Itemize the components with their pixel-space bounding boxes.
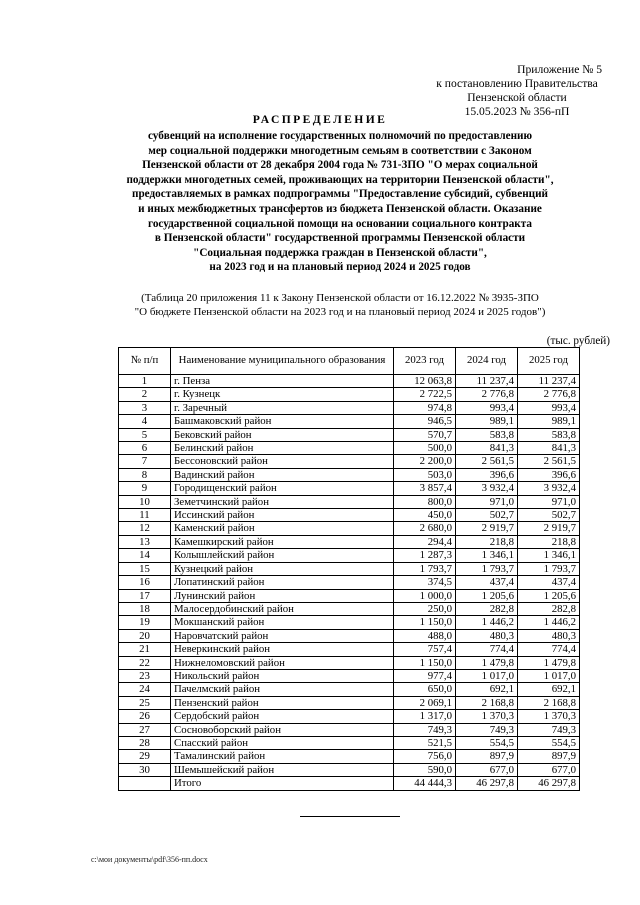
table-row: [119, 455, 580, 468]
row-number: 5: [119, 428, 171, 441]
value-2025: 1 205,6: [518, 589, 580, 602]
row-number: 7: [119, 455, 171, 468]
value-2023: 977,4: [394, 669, 456, 682]
value-2023: 2 680,0: [394, 522, 456, 535]
row-number: 28: [119, 736, 171, 749]
row-number: 17: [119, 589, 171, 602]
value-2025: 692,1: [518, 683, 580, 696]
value-2025: 841,3: [518, 442, 580, 455]
value-2024: 480,3: [456, 629, 518, 642]
value-2024: 1 370,3: [456, 710, 518, 723]
table-row: [119, 643, 580, 656]
value-2025: 897,9: [518, 750, 580, 763]
value-2025: 554,5: [518, 736, 580, 749]
municipality-name: Лопатинский район: [171, 576, 394, 589]
value-2024: 11 237,4: [456, 375, 518, 388]
value-2023: 1 150,0: [394, 656, 456, 669]
header-municipality: Наименование муниципального образования: [171, 348, 394, 375]
value-2024: 396,6: [456, 468, 518, 481]
value-2024: 2 168,8: [456, 696, 518, 709]
appendix-header: [410, 63, 624, 119]
value-2024: 583,8: [456, 428, 518, 441]
value-2023: 521,5: [394, 736, 456, 749]
value-2024: 2 776,8: [456, 388, 518, 401]
row-number: 26: [119, 710, 171, 723]
table-row: [119, 509, 580, 522]
row-number: 4: [119, 415, 171, 428]
value-2025: 437,4: [518, 576, 580, 589]
table-row: [119, 549, 580, 562]
value-2023: 450,0: [394, 509, 456, 522]
value-2025: 1 446,2: [518, 616, 580, 629]
value-2024: 1 446,2: [456, 616, 518, 629]
row-number: 25: [119, 696, 171, 709]
table-row: [119, 375, 580, 388]
row-number: 12: [119, 522, 171, 535]
municipality-name: Земетчинский район: [171, 495, 394, 508]
municipality-name: Иссинский район: [171, 509, 394, 522]
subtitle-line: в Пензенской области" государственной программы Пензенской области: [154, 232, 526, 245]
value-2024: 692,1: [456, 683, 518, 696]
value-2025: 749,3: [518, 723, 580, 736]
table-row: [119, 535, 580, 548]
table-row: [119, 629, 580, 642]
municipality-name: Спасский район: [171, 736, 394, 749]
value-2023: 650,0: [394, 683, 456, 696]
value-2025: 993,4: [518, 401, 580, 414]
table-row: [119, 482, 580, 495]
row-number: 15: [119, 562, 171, 575]
value-2024: 774,4: [456, 643, 518, 656]
row-number: 19: [119, 616, 171, 629]
municipality-name: Неверкинский район: [171, 643, 394, 656]
appendix-number: Приложение № 5: [517, 63, 602, 76]
value-2023: 2 069,1: [394, 696, 456, 709]
table-row: [119, 495, 580, 508]
table-row: [119, 415, 580, 428]
value-2024: 993,4: [456, 401, 518, 414]
value-2025: 1 479,8: [518, 656, 580, 669]
municipality-name: Бековский район: [171, 428, 394, 441]
table-row: [119, 576, 580, 589]
value-2024: 3 932,4: [456, 482, 518, 495]
value-2024: 841,3: [456, 442, 518, 455]
value-2025: 989,1: [518, 415, 580, 428]
value-2025: 46 297,8: [518, 777, 580, 790]
subtitle-line: государственной социальной помощи на основании социального контракта: [148, 217, 532, 230]
municipality-name: Тамалинский район: [171, 750, 394, 763]
value-2025: 2 168,8: [518, 696, 580, 709]
municipality-name: Городищенский район: [171, 482, 394, 495]
table-row: [119, 602, 580, 615]
value-2025: 396,6: [518, 468, 580, 481]
source-ref-line: "О бюджете Пензенской области на 2023 год и на плановый период 2024 и 2025 годов"): [134, 305, 546, 318]
table-row: [119, 401, 580, 414]
value-2023: 570,7: [394, 428, 456, 441]
value-2023: 800,0: [394, 495, 456, 508]
municipality-name: Кузнецкий район: [171, 562, 394, 575]
value-2024: 971,0: [456, 495, 518, 508]
value-2023: 374,5: [394, 576, 456, 589]
value-2025: 1 793,7: [518, 562, 580, 575]
distribution-table: [118, 347, 580, 791]
value-2024: 1 479,8: [456, 656, 518, 669]
units-label: (тыс. рублей): [546, 335, 610, 347]
value-2023: 294,4: [394, 535, 456, 548]
municipality-name: Нижнеломовский район: [171, 656, 394, 669]
footer-divider: [300, 816, 400, 817]
value-2023: 1 000,0: [394, 589, 456, 602]
row-number: 22: [119, 656, 171, 669]
value-2024: 1 017,0: [456, 669, 518, 682]
row-number: 30: [119, 763, 171, 776]
subtitle-line: Пензенской области от 28 декабря 2004 года № 731-ЗПО "О мерах социальной: [142, 159, 538, 172]
table-row: [119, 616, 580, 629]
subtitle-line: предоставляемых в рамках подпрограммы "Предоставление субсидий, субвенций: [132, 188, 548, 201]
value-2025: 1 017,0: [518, 669, 580, 682]
value-2023: 1 793,7: [394, 562, 456, 575]
value-2025: 774,4: [518, 643, 580, 656]
value-2023: 488,0: [394, 629, 456, 642]
value-2023: 44 444,3: [394, 777, 456, 790]
row-number: 21: [119, 643, 171, 656]
value-2025: 11 237,4: [518, 375, 580, 388]
table-row: [119, 723, 580, 736]
table-header-row: [119, 348, 580, 375]
municipality-name: Малосердобинский район: [171, 602, 394, 615]
appendix-region: Пензенской области: [467, 91, 567, 105]
table-row: [119, 522, 580, 535]
table-row: [119, 562, 580, 575]
table-row: [119, 710, 580, 723]
value-2023: 749,3: [394, 723, 456, 736]
row-number: 27: [119, 723, 171, 736]
header-number: № п/п: [119, 348, 171, 375]
subtitle-line: и иных межбюджетных трансфертов из бюджета Пензенской области. Оказание: [138, 202, 542, 215]
value-2023: 2 722,5: [394, 388, 456, 401]
municipality-name: Колышлейский район: [171, 549, 394, 562]
row-number: [119, 777, 171, 790]
row-number: 10: [119, 495, 171, 508]
table-row: [119, 589, 580, 602]
value-2024: 282,8: [456, 602, 518, 615]
value-2025: 3 932,4: [518, 482, 580, 495]
row-number: 6: [119, 442, 171, 455]
subtitle-line: субвенций на исполнение государственных полномочий по предоставлению: [147, 130, 533, 142]
municipality-name: Итого: [171, 777, 394, 790]
value-2024: 2 561,5: [456, 455, 518, 468]
table-row: [119, 669, 580, 682]
value-2025: 480,3: [518, 629, 580, 642]
value-2024: 437,4: [456, 576, 518, 589]
municipality-name: г. Заречный: [171, 401, 394, 414]
value-2023: 946,5: [394, 415, 456, 428]
value-2023: 757,4: [394, 643, 456, 656]
row-number: 9: [119, 482, 171, 495]
value-2023: 500,0: [394, 442, 456, 455]
value-2023: 1 317,0: [394, 710, 456, 723]
table-row: [119, 736, 580, 749]
value-2024: 897,9: [456, 750, 518, 763]
table-row: [119, 696, 580, 709]
municipality-name: г. Пенза: [171, 375, 394, 388]
header-2023: 2023 год: [394, 348, 456, 375]
file-path: c:\мои документы\pdf\356-пп.docx: [91, 855, 208, 864]
table-row: [119, 468, 580, 481]
subtitle-line: поддержки многодетных семей, проживающих на территории Пензенской области",: [126, 173, 554, 186]
table-row: [119, 750, 580, 763]
row-number: 23: [119, 669, 171, 682]
value-2024: 677,0: [456, 763, 518, 776]
municipality-name: Шемышейский район: [171, 763, 394, 776]
row-number: 18: [119, 602, 171, 615]
value-2024: 218,8: [456, 535, 518, 548]
document-title: РАСПРЕДЕЛЕНИЕ: [252, 113, 388, 126]
value-2025: 1 370,3: [518, 710, 580, 723]
value-2024: 749,3: [456, 723, 518, 736]
row-number: 2: [119, 388, 171, 401]
row-number: 24: [119, 683, 171, 696]
table-row: [119, 683, 580, 696]
table-row: [119, 428, 580, 441]
value-2023: 1 150,0: [394, 616, 456, 629]
appendix-resolution: к постановлению Правительства: [436, 77, 598, 91]
municipality-name: Сосновоборский район: [171, 723, 394, 736]
value-2024: 46 297,8: [456, 777, 518, 790]
value-2025: 218,8: [518, 535, 580, 548]
value-2025: 502,7: [518, 509, 580, 522]
municipality-name: Белинский район: [171, 442, 394, 455]
value-2025: 2 919,7: [518, 522, 580, 535]
row-number: 13: [119, 535, 171, 548]
value-2025: 971,0: [518, 495, 580, 508]
municipality-name: Никольский район: [171, 669, 394, 682]
value-2023: 3 857,4: [394, 482, 456, 495]
value-2025: 583,8: [518, 428, 580, 441]
table-total-row: [119, 777, 580, 790]
table-body: [119, 375, 580, 791]
subtitle-line: мер социальной поддержки многодетным семьям в соответствии с Законом: [148, 144, 532, 157]
municipality-name: Башмаковский район: [171, 415, 394, 428]
row-number: 11: [119, 509, 171, 522]
municipality-name: Пензенский район: [171, 696, 394, 709]
municipality-name: Бессоновский район: [171, 455, 394, 468]
value-2023: 974,8: [394, 401, 456, 414]
subtitle-line: на 2023 год и на плановый период 2024 и 2025 годов: [209, 261, 471, 274]
value-2023: 1 287,3: [394, 549, 456, 562]
source-ref-line: (Таблица 20 приложения 11 к Закону Пензенской области от 16.12.2022 № 3935-ЗПО: [141, 292, 539, 304]
value-2023: 12 063,8: [394, 375, 456, 388]
value-2024: 502,7: [456, 509, 518, 522]
row-number: 20: [119, 629, 171, 642]
row-number: 3: [119, 401, 171, 414]
table-row: [119, 763, 580, 776]
value-2024: 2 919,7: [456, 522, 518, 535]
table-row: [119, 656, 580, 669]
value-2023: 2 200,0: [394, 455, 456, 468]
value-2024: 1 205,6: [456, 589, 518, 602]
header-2024: 2024 год: [456, 348, 518, 375]
value-2025: 677,0: [518, 763, 580, 776]
subtitle-line: "Социальная поддержка граждан в Пензенской области",: [193, 246, 487, 259]
value-2025: 2 561,5: [518, 455, 580, 468]
value-2024: 1 346,1: [456, 549, 518, 562]
value-2024: 1 793,7: [456, 562, 518, 575]
municipality-name: Наровчатский район: [171, 629, 394, 642]
row-number: 29: [119, 750, 171, 763]
municipality-name: Вадинский район: [171, 468, 394, 481]
municipality-name: Камешкирский район: [171, 535, 394, 548]
document-subtitle: [90, 129, 590, 275]
value-2023: 590,0: [394, 763, 456, 776]
value-2024: 554,5: [456, 736, 518, 749]
municipality-name: Сердобский район: [171, 710, 394, 723]
table-row: [119, 388, 580, 401]
municipality-name: г. Кузнецк: [171, 388, 394, 401]
value-2023: 250,0: [394, 602, 456, 615]
value-2025: 2 776,8: [518, 388, 580, 401]
row-number: 1: [119, 375, 171, 388]
municipality-name: Мокшанский район: [171, 616, 394, 629]
municipality-name: Каменский район: [171, 522, 394, 535]
appendix-date-number: 15.05.2023 № 356-пП: [464, 105, 570, 119]
row-number: 14: [119, 549, 171, 562]
value-2023: 756,0: [394, 750, 456, 763]
row-number: 16: [119, 576, 171, 589]
value-2023: 503,0: [394, 468, 456, 481]
value-2024: 989,1: [456, 415, 518, 428]
row-number: 8: [119, 468, 171, 481]
header-2025: 2025 год: [518, 348, 580, 375]
value-2025: 282,8: [518, 602, 580, 615]
municipality-name: Лунинский район: [171, 589, 394, 602]
table-row: [119, 442, 580, 455]
value-2025: 1 346,1: [518, 549, 580, 562]
source-reference: [90, 292, 590, 319]
municipality-name: Пачелмский район: [171, 683, 394, 696]
